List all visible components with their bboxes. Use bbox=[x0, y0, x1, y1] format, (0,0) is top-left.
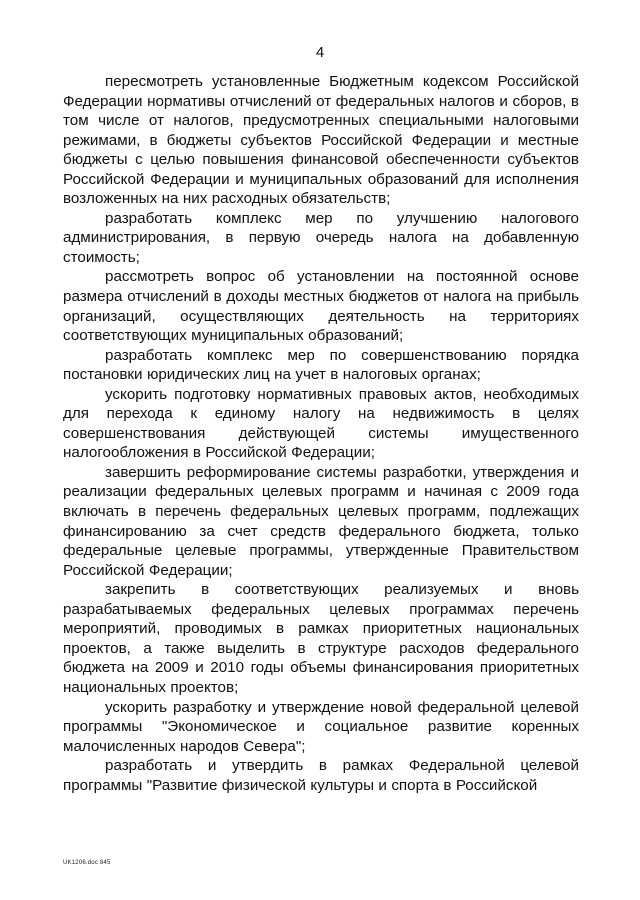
paragraph-tax-registration: разработать комплекс мер по совершенствованию порядка постановки юридических лиц на учет в налоговых органах; bbox=[63, 346, 579, 384]
paragraph-revise-tax-norms: пересмотреть установленные Бюджетным кодексом Российской Федерации нормативы отчислений от федеральных налогов и сборов, в том числе от налогов, предусмотренных специальными налоговыми режимами, в бюджеты субъектов Российской Федерации и местные бюджеты с целью повышения финансовой обеспеченности субъектов Российской Федерации и муниципальных образований для исполнения возложенных на них расходных обязательств; bbox=[63, 73, 579, 208]
page-number: 4 bbox=[315, 44, 325, 61]
paragraph-northern-peoples-program: ускорить разработку и утверждение новой федеральной целевой программы "Экономическое и социальное развитие коренных малочисленных народов Севера"; bbox=[63, 698, 579, 755]
paragraph-sports-program: разработать и утвердить в рамках Федеральной целевой программы "Развитие физической культуры и спорта в Российской bbox=[63, 757, 579, 794]
paragraph-tax-administration: разработать комплекс мер по улучшению налогового администрирования, в первую очередь налога на добавленную стоимость; bbox=[63, 209, 579, 266]
footer-document-code: UK1206.doc 845 bbox=[63, 860, 111, 866]
paragraph-national-projects: закрепить в соответствующих реализуемых и вновь разрабатываемых федеральных целевых программах перечень мероприятий, проводимых в рамках приоритетных национальных проектов, а также выделить в структуре расходов федерального бюджета на 2009 и 2010 годы объемы финансирования приоритетных национальных проектов; bbox=[63, 581, 579, 696]
paragraph-federal-programs-reform: завершить реформирование системы разработки, утверждения и реализации федеральных целевых программ и начиная с 2009 года включать в перечень федеральных целевых программ, подлежащих финансированию за счет средств федерального бюджета, только федеральные целевые программы, утвержденные Правительством Российской Федерации; bbox=[63, 463, 579, 579]
paragraph-property-tax: ускорить подготовку нормативных правовых актов, необходимых для перехода к единому налогу на недвижимость в целях совершенствования действующей системы имущественного налогообложения в Российской Федерации; bbox=[63, 385, 579, 462]
paragraph-local-budget-deductions: рассмотреть вопрос об установлении на постоянной основе размера отчислений в доходы местных бюджетов от налога на прибыль организаций, осуществляющих деятельность на территориях соответствующих муниципальных образований; bbox=[63, 268, 579, 345]
document-body bbox=[63, 72, 579, 795]
